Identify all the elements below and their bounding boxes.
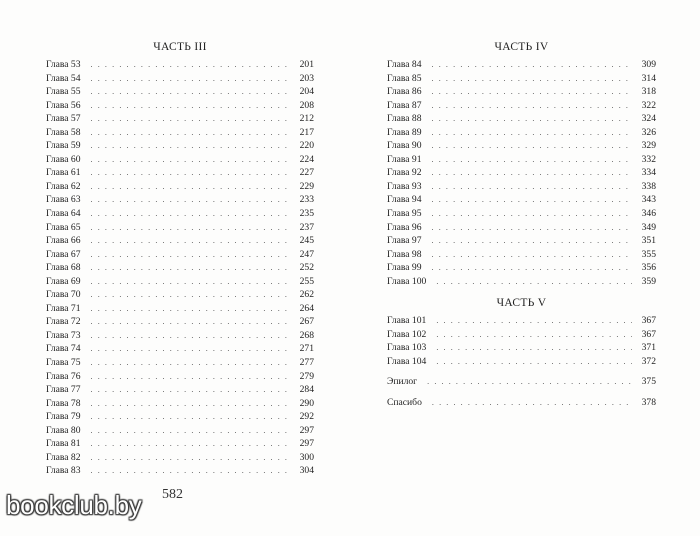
entry-label: Глава 67 — [46, 248, 81, 260]
entry-page: 349 — [641, 221, 656, 233]
dot-leader — [91, 451, 290, 465]
dot-leader — [91, 383, 290, 397]
entry-page: 355 — [641, 248, 656, 260]
dot-leader — [436, 275, 632, 289]
entry-label: Глава 58 — [46, 126, 81, 138]
entry-label: Глава 88 — [387, 113, 422, 125]
entry-label: Спасибо — [387, 397, 422, 409]
entry-label: Глава 82 — [46, 451, 81, 463]
dot-leader — [91, 370, 290, 384]
entry-page: 297 — [299, 438, 314, 450]
toc-entry[interactable] — [387, 153, 656, 167]
dot-leader — [432, 180, 632, 194]
dot-leader — [427, 375, 632, 389]
dot-leader — [91, 193, 290, 207]
dot-leader — [91, 356, 290, 370]
dot-leader — [91, 153, 290, 167]
entry-label: Глава 102 — [387, 328, 427, 340]
entry-label: Глава 91 — [387, 153, 422, 165]
toc-entry[interactable] — [46, 315, 314, 329]
toc-entry[interactable] — [46, 207, 314, 221]
entry-label: Глава 99 — [387, 262, 422, 274]
entry-label: Глава 97 — [387, 235, 422, 247]
entry-page: 324 — [641, 113, 656, 125]
toc-entry[interactable] — [46, 166, 314, 180]
entry-page: 203 — [299, 72, 314, 84]
dot-leader — [432, 126, 632, 140]
entry-page: 351 — [641, 235, 656, 247]
toc-entry[interactable] — [387, 139, 656, 153]
dot-leader — [432, 58, 632, 72]
entry-label: Глава 53 — [46, 59, 81, 70]
dot-leader — [432, 234, 632, 248]
toc-entry[interactable] — [46, 437, 314, 451]
entry-page: 371 — [641, 342, 656, 354]
entry-page: 212 — [299, 113, 314, 125]
dot-leader — [91, 437, 290, 451]
entry-page: 229 — [299, 180, 314, 192]
entry-label: Глава 95 — [387, 208, 422, 220]
entry-page: 267 — [299, 316, 314, 328]
entry-page: 204 — [299, 86, 314, 98]
entry-page: 247 — [299, 248, 314, 260]
dot-leader — [91, 126, 290, 140]
entry-label: Глава 98 — [387, 248, 422, 260]
toc-entry[interactable] — [387, 234, 656, 248]
dot-leader — [91, 139, 290, 153]
entry-page: 300 — [299, 451, 314, 463]
toc-entry-epilogue[interactable] — [387, 375, 656, 389]
entry-page: 332 — [641, 153, 656, 165]
entry-page: 224 — [299, 153, 314, 165]
dot-leader — [432, 248, 632, 262]
dot-leader — [91, 410, 290, 424]
dot-leader — [432, 396, 632, 410]
entry-label: Глава 76 — [46, 370, 81, 382]
entry-label: Глава 87 — [387, 99, 422, 111]
part-heading: ЧАСТЬ IV — [494, 41, 549, 53]
toc-entry[interactable] — [46, 261, 314, 275]
part-heading: ЧАСТЬ V — [496, 297, 547, 310]
toc-entry[interactable] — [387, 275, 656, 289]
entry-page: 372 — [641, 355, 656, 367]
entry-label: Глава 93 — [387, 180, 422, 192]
entry-label: Глава 81 — [46, 438, 81, 450]
entry-page: 375 — [641, 376, 656, 388]
toc-entry[interactable] — [46, 221, 314, 235]
entry-page: 271 — [299, 343, 314, 355]
entry-label: Глава 63 — [46, 194, 81, 206]
entry-page: 245 — [299, 235, 314, 247]
entry-label: Глава 73 — [46, 329, 81, 341]
toc-entry[interactable] — [46, 329, 314, 343]
dot-leader — [432, 153, 632, 167]
dot-leader — [432, 99, 632, 113]
entry-label: Глава 62 — [46, 180, 81, 192]
entry-label: Эпилог — [387, 376, 418, 388]
dot-leader — [91, 397, 290, 411]
entry-label: Глава 92 — [387, 167, 422, 179]
entry-label: Глава 94 — [387, 194, 422, 206]
toc-entry[interactable] — [387, 99, 656, 113]
toc-entry[interactable] — [46, 153, 314, 167]
toc-entry[interactable] — [46, 85, 314, 99]
entry-page: 329 — [641, 140, 656, 152]
dot-leader — [91, 288, 290, 302]
entry-label: Глава 54 — [46, 72, 81, 84]
toc-entry[interactable] — [387, 314, 656, 328]
dot-leader — [432, 193, 632, 207]
dot-leader — [91, 207, 290, 221]
toc-entry[interactable] — [46, 451, 314, 465]
toc-entry[interactable] — [46, 234, 314, 248]
toc-entry[interactable] — [46, 139, 314, 153]
entry-label: Глава 89 — [387, 126, 422, 138]
toc-entry[interactable] — [387, 341, 656, 355]
entry-page: 268 — [299, 329, 314, 341]
toc-entry[interactable] — [46, 410, 314, 424]
entry-label: Глава 72 — [46, 316, 81, 328]
toc-column-right — [387, 40, 656, 410]
toc-entry[interactable] — [387, 58, 656, 72]
dot-leader — [432, 139, 632, 153]
entry-page: 252 — [299, 262, 314, 274]
entry-page: 201 — [299, 59, 314, 70]
entry-label: Глава 96 — [387, 221, 422, 233]
dot-leader — [432, 72, 632, 86]
toc-entry[interactable] — [387, 180, 656, 194]
entry-label: Глава 84 — [387, 59, 422, 70]
dot-leader — [91, 342, 290, 356]
toc-entry[interactable] — [387, 85, 656, 99]
entry-page: 233 — [299, 194, 314, 206]
entry-page: 292 — [299, 411, 314, 423]
entry-page: 208 — [299, 99, 314, 111]
entry-page: 343 — [641, 194, 656, 206]
entry-page: 290 — [299, 397, 314, 409]
entry-label: Глава 66 — [46, 235, 81, 247]
entry-label: Глава 80 — [46, 424, 81, 436]
entry-label: Глава 83 — [46, 465, 81, 477]
entry-page: 309 — [641, 59, 656, 70]
entry-label: Глава 90 — [387, 140, 422, 152]
dot-leader — [91, 302, 290, 316]
entry-page: 304 — [299, 465, 314, 477]
toc-entry[interactable] — [46, 72, 314, 86]
entry-page: 367 — [641, 315, 656, 327]
entry-page: 338 — [641, 180, 656, 192]
toc-entry[interactable] — [46, 370, 314, 384]
dot-leader — [91, 464, 290, 478]
entry-label: Глава 56 — [46, 99, 81, 111]
dot-leader — [91, 99, 290, 113]
entry-label: Глава 104 — [387, 355, 427, 367]
entry-label: Глава 65 — [46, 221, 81, 233]
dot-leader — [91, 275, 290, 289]
dot-leader — [436, 355, 632, 369]
entry-label: Глава 61 — [46, 167, 81, 179]
dot-leader — [91, 248, 290, 262]
toc-entry[interactable] — [46, 99, 314, 113]
entry-label: Глава 69 — [46, 275, 81, 287]
toc-list — [387, 314, 656, 368]
entry-label: Глава 78 — [46, 397, 81, 409]
toc-entry[interactable] — [46, 424, 314, 438]
entry-page: 237 — [299, 221, 314, 233]
toc-entry[interactable] — [387, 248, 656, 262]
entry-page: 297 — [299, 424, 314, 436]
toc-entry[interactable] — [387, 355, 656, 369]
entry-label: Глава 68 — [46, 262, 81, 274]
dot-leader — [432, 85, 632, 99]
entry-page: 227 — [299, 167, 314, 179]
toc-entry[interactable] — [46, 58, 314, 72]
toc-entry[interactable] — [46, 180, 314, 194]
entry-page: 264 — [299, 302, 314, 314]
dot-leader — [432, 112, 632, 126]
dot-leader — [91, 58, 290, 72]
entry-label: Глава 85 — [387, 72, 422, 84]
toc-entry[interactable] — [46, 383, 314, 397]
entry-page: 378 — [641, 397, 656, 409]
toc-entry-thanks[interactable] — [387, 396, 656, 410]
toc-entry[interactable] — [46, 464, 314, 478]
toc-entry[interactable] — [46, 248, 314, 262]
toc-entry[interactable] — [46, 288, 314, 302]
toc-entry[interactable] — [46, 356, 314, 370]
entry-label: Глава 75 — [46, 357, 81, 369]
toc-column-left — [46, 40, 314, 478]
entry-label: Глава 70 — [46, 289, 81, 301]
toc-entry[interactable] — [46, 397, 314, 411]
dot-leader — [436, 328, 632, 342]
entry-page: 220 — [299, 140, 314, 152]
dot-leader — [436, 314, 632, 328]
toc-entry[interactable] — [387, 166, 656, 180]
entry-page: 326 — [641, 126, 656, 138]
dot-leader — [436, 341, 632, 355]
dot-leader — [432, 221, 632, 235]
entry-page: 262 — [299, 289, 314, 301]
entry-label: Глава 101 — [387, 315, 427, 327]
dot-leader — [91, 329, 290, 343]
entry-page: 255 — [299, 275, 314, 287]
toc-entry[interactable] — [387, 72, 656, 86]
entry-label: Глава 100 — [387, 275, 427, 287]
toc-list — [46, 58, 314, 478]
entry-page: 346 — [641, 208, 656, 220]
dot-leader — [91, 72, 290, 86]
entry-page: 367 — [641, 328, 656, 340]
entry-label: Глава 60 — [46, 153, 81, 165]
entry-page: 334 — [641, 167, 656, 179]
dot-leader — [91, 112, 290, 126]
entry-page: 314 — [641, 72, 656, 84]
toc-entry[interactable] — [46, 193, 314, 207]
entry-label: Глава 74 — [46, 343, 81, 355]
dot-leader — [432, 261, 632, 275]
part-heading: ЧАСТЬ III — [153, 41, 207, 53]
entry-page: 217 — [299, 126, 314, 138]
toc-entry[interactable] — [46, 112, 314, 126]
dot-leader — [91, 261, 290, 275]
entry-label: Глава 103 — [387, 342, 427, 354]
dot-leader — [432, 166, 632, 180]
entry-page: 235 — [299, 208, 314, 220]
dot-leader — [91, 315, 290, 329]
toc-entry[interactable] — [387, 193, 656, 207]
toc-entry[interactable] — [46, 275, 314, 289]
entry-label: Глава 71 — [46, 302, 81, 314]
entry-label: Глава 77 — [46, 384, 81, 396]
entry-page: 318 — [641, 86, 656, 98]
toc-entry[interactable] — [387, 221, 656, 235]
entry-page: 356 — [641, 262, 656, 274]
entry-label: Глава 79 — [46, 411, 81, 423]
entry-label: Глава 59 — [46, 140, 81, 152]
toc-entry[interactable] — [46, 302, 314, 316]
entry-label: Глава 55 — [46, 86, 81, 98]
entry-label: Глава 86 — [387, 86, 422, 98]
toc-entry[interactable] — [387, 112, 656, 126]
dot-leader — [91, 180, 290, 194]
entry-label: Глава 64 — [46, 208, 81, 220]
watermark-logo: bookclub.by — [6, 490, 142, 520]
toc-entry[interactable] — [387, 126, 656, 140]
page-number: 582 — [162, 487, 183, 502]
dot-leader — [91, 234, 290, 248]
entry-page: 322 — [641, 99, 656, 111]
entry-page: 284 — [299, 384, 314, 396]
toc-entry[interactable] — [387, 261, 656, 275]
toc-entry[interactable] — [387, 328, 656, 342]
entry-label: Глава 57 — [46, 113, 81, 125]
dot-leader — [91, 221, 290, 235]
dot-leader — [91, 166, 290, 180]
toc-list — [387, 58, 656, 288]
toc-entry[interactable] — [46, 126, 314, 140]
toc-entry[interactable] — [46, 342, 314, 356]
dot-leader — [91, 85, 290, 99]
entry-page: 279 — [299, 370, 314, 382]
dot-leader — [432, 207, 632, 221]
dot-leader — [91, 424, 290, 438]
toc-entry[interactable] — [387, 207, 656, 221]
entry-page: 277 — [299, 357, 314, 369]
entry-page: 359 — [641, 275, 656, 287]
